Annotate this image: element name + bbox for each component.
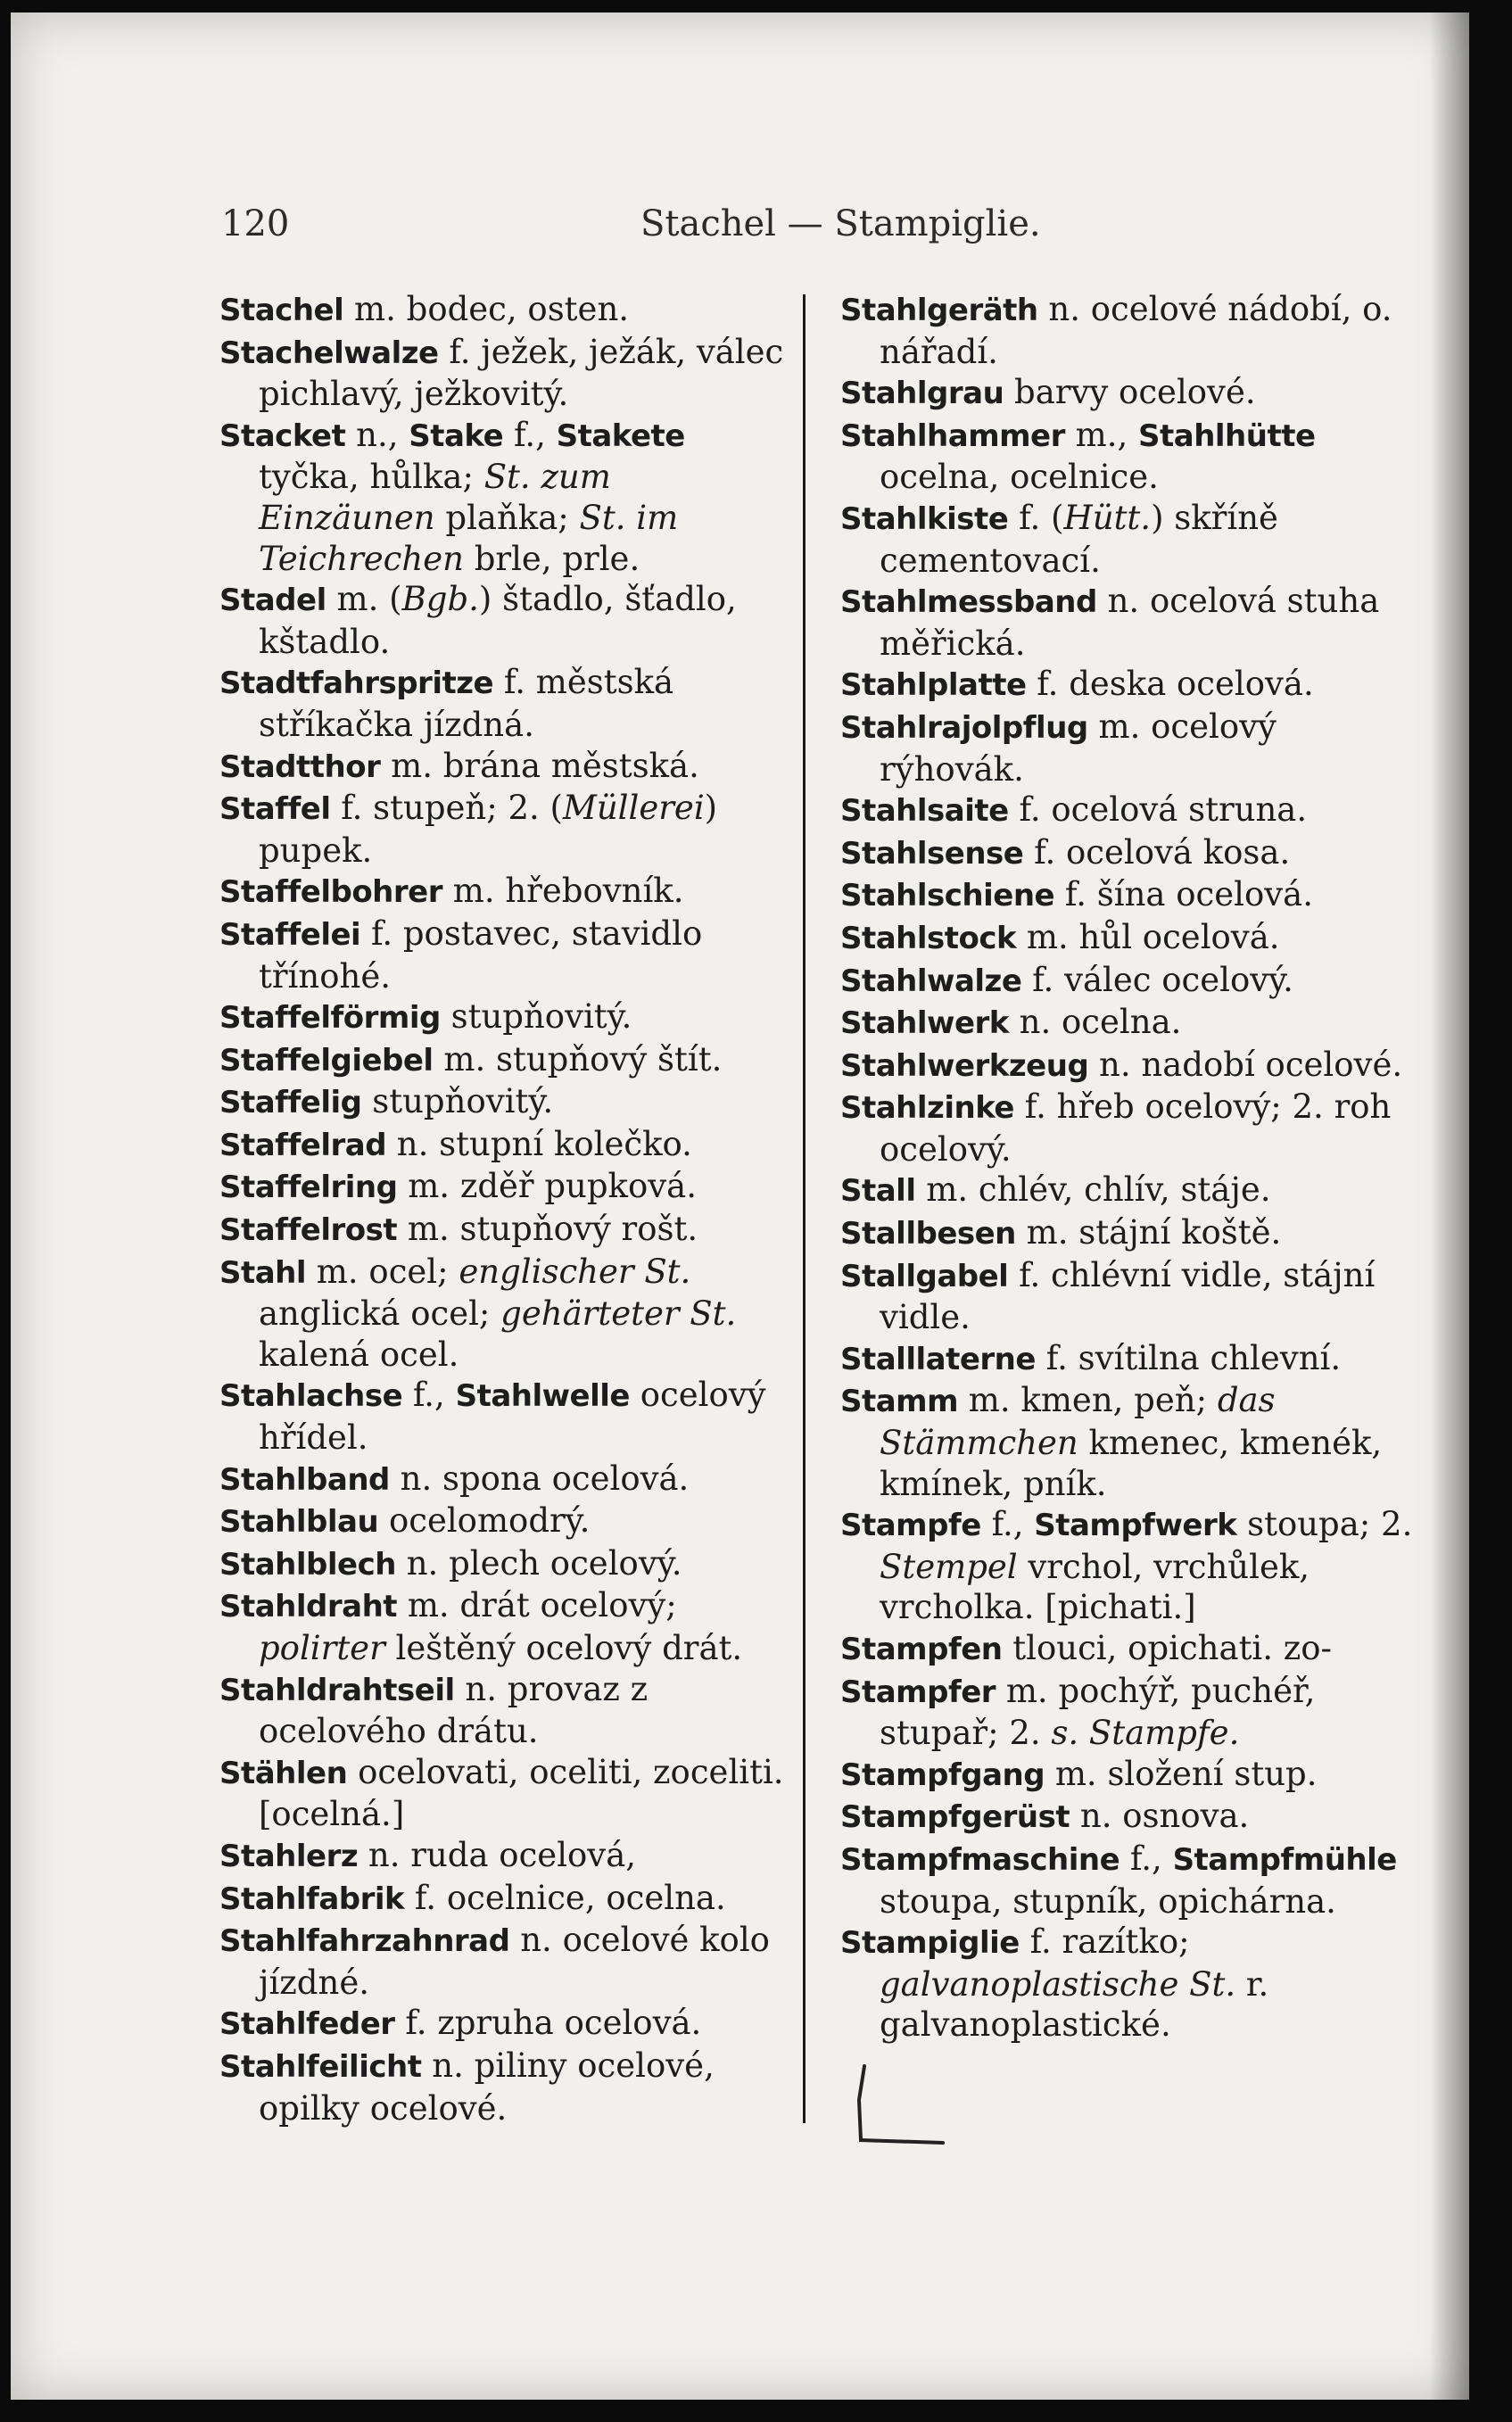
italic-term: das Stämmchen: [880, 1381, 1276, 1463]
headword: Stahlwelle: [455, 1378, 630, 1415]
headword: Stahlwerk: [840, 1005, 1009, 1042]
definition: f.,: [402, 1376, 456, 1415]
headword: Staffelgiebel: [219, 1042, 434, 1079]
dictionary-entry: [840, 1922, 1429, 2046]
headword: Stampfe: [840, 1508, 981, 1544]
dictionary-entry: [840, 789, 1429, 832]
definition: f. deska ocelová.: [1026, 665, 1314, 704]
dictionary-entry: [840, 960, 1429, 1003]
headword: Stachel: [219, 293, 344, 328]
definition: f.,: [1120, 1839, 1173, 1878]
definition: kalená ocel.: [259, 1335, 459, 1374]
definition: plaňka;: [434, 498, 580, 537]
definition: m. pochýř, puchéř, stupař; 2.: [880, 1671, 1316, 1753]
dictionary-entry: [219, 332, 790, 415]
definition: m. (: [326, 580, 402, 619]
definition: ) štadlo, šťadlo, kštadlo.: [259, 580, 737, 661]
dictionary-entry: [219, 1920, 790, 2003]
column-divider: [803, 294, 806, 2123]
dictionary-entry: [840, 664, 1429, 707]
headword: Staffelbohrer: [219, 874, 442, 911]
definition: stupňovitý.: [361, 1082, 554, 1121]
definition: n. spona ocelová.: [389, 1459, 690, 1498]
headword: Stampfmaschine: [840, 1841, 1120, 1878]
definition: f. razítko;: [1019, 1922, 1190, 1962]
dictionary-entry: [840, 1002, 1429, 1045]
dictionary-entry: [219, 1878, 790, 1921]
headword: Stahlblech: [219, 1546, 396, 1583]
dictionary-entry: [219, 996, 790, 1039]
italic-term: Stempel: [880, 1547, 1018, 1586]
headword: Stahlwalze: [840, 963, 1022, 999]
headword: Stalllaterne: [840, 1341, 1036, 1377]
headword: Stakete: [556, 417, 685, 454]
dictionary-entry: [840, 1796, 1429, 1839]
dictionary-entry: [840, 1839, 1429, 1922]
headword: Stahlstock: [840, 920, 1017, 956]
dictionary-entry: [219, 1669, 790, 1752]
definition: m. stájní koště.: [1015, 1213, 1282, 1252]
definition: m. brána městská.: [380, 746, 699, 785]
definition: ocelový hřídel.: [259, 1376, 766, 1458]
headword: Stake: [409, 417, 504, 454]
definition: ocelovati, oceliti, zoceliti. [ocelná.]: [259, 1752, 784, 1834]
italic-term: St. zum Einzäunen: [259, 458, 611, 537]
headword: Stacket: [219, 417, 346, 454]
dictionary-entry: [840, 832, 1429, 875]
definition: f. stupeň; 2. (: [330, 789, 563, 828]
dictionary-entry: [219, 1039, 790, 1082]
headword: Stahlerz: [219, 1838, 359, 1874]
definition: n. piliny ocelové, opilky ocelové.: [259, 2046, 715, 2128]
headword: Stahlsense: [840, 835, 1024, 872]
dictionary-entry: [840, 1338, 1429, 1381]
definition: n. ocelové nádobí, o. nářadí.: [880, 290, 1392, 371]
headword: Stahlfabrik: [219, 1881, 405, 1917]
dictionary-entry: [840, 1045, 1429, 1087]
headword: Staffelrad: [219, 1127, 387, 1163]
headword: Stampiglie: [840, 1925, 1020, 1962]
headword: Stahlblau: [219, 1504, 379, 1541]
headword: Stallbesen: [840, 1216, 1016, 1252]
dictionary-entry: [219, 1835, 790, 1878]
definition: m. hůl ocelová.: [1016, 917, 1280, 956]
definition: r. galvanoplastické.: [880, 1964, 1269, 2045]
definition: f. chlévní vidle, stájní vidle.: [880, 1255, 1376, 1337]
page-number: 120: [221, 203, 290, 244]
dictionary-entry: [219, 1081, 790, 1124]
definition: f. postavec, stavidlo třínohé.: [259, 913, 703, 996]
headword: Stampfer: [840, 1674, 996, 1710]
dictionary-entry: [219, 1166, 790, 1209]
headword: Stahlplatte: [840, 667, 1027, 704]
headword: Stahl: [219, 1254, 307, 1291]
definition: barvy ocelové.: [1004, 373, 1256, 412]
headword: Stahlfahrzahnrad: [219, 1923, 510, 1960]
definition: f. válec ocelový.: [1021, 960, 1293, 999]
definition: f. ocelová struna.: [1008, 790, 1308, 830]
headword: Staffel: [219, 791, 331, 828]
italic-term: gehärteter St.: [500, 1294, 737, 1334]
headword: Staffelrost: [219, 1212, 398, 1249]
definition: m.,: [1064, 415, 1139, 454]
headword: Stampfgerüst: [840, 1799, 1070, 1836]
italic-term: s. Stampfe.: [1051, 1714, 1240, 1753]
definition: f. hřeb ocelový; 2. roh ocelový.: [880, 1087, 1392, 1169]
dictionary-entry: [840, 498, 1429, 581]
definition: f. zpruha ocelová.: [394, 2004, 702, 2043]
left-column: [219, 289, 790, 2129]
definition: f.,: [980, 1505, 1035, 1544]
dictionary-entry: [219, 662, 790, 745]
headword: Staffelei: [219, 916, 361, 953]
headword: Stampfwerk: [1034, 1508, 1237, 1544]
page-header: [11, 203, 1469, 257]
definition: m. chlév, chlív, stáje.: [915, 1170, 1271, 1210]
definition: anglická ocel;: [259, 1294, 501, 1334]
dictionary-entry: [840, 1504, 1429, 1628]
headword: Stadtthor: [219, 748, 381, 785]
dictionary-entry: [219, 1209, 790, 1252]
headword: Stählen: [219, 1755, 348, 1791]
dictionary-entry: [219, 1124, 790, 1167]
headword: Stahlschiene: [840, 878, 1055, 914]
dictionary-entry: [840, 707, 1429, 789]
definition: stoupa; 2.: [1236, 1505, 1413, 1544]
dictionary-entry: [219, 2046, 790, 2129]
dictionary-entry: [219, 1752, 790, 1835]
definition: m. kmen, peň;: [958, 1381, 1218, 1420]
dictionary-entry: [840, 1170, 1429, 1212]
headword: Staffelring: [219, 1170, 398, 1206]
dictionary-entry: [219, 1459, 790, 1501]
headword: Stahlmessband: [840, 584, 1097, 621]
definition: m. bodec, osten.: [343, 290, 630, 328]
definition: f. ocelnice, ocelna.: [404, 1878, 726, 1917]
headword: Staffelförmig: [219, 1000, 441, 1037]
dictionary-entry: [219, 1252, 790, 1376]
dictionary-entry: [219, 579, 790, 662]
headword: Staffelig: [219, 1085, 362, 1121]
dictionary-entry: [219, 1375, 790, 1458]
italic-term: galvanoplastische St.: [880, 1964, 1236, 2004]
headword: Stahlband: [219, 1461, 390, 1498]
headword: Stadtfahrspritze: [219, 665, 494, 702]
definition: f. svítilna chlevní.: [1035, 1338, 1342, 1377]
dictionary-entry: [840, 1380, 1429, 1504]
definition: n. osnova.: [1070, 1797, 1250, 1836]
definition: n. ocelová stuha měřická.: [880, 582, 1380, 663]
definition: m. hřebovník.: [442, 872, 684, 911]
headword: Stahldrahtseil: [219, 1672, 455, 1708]
dictionary-entry: [219, 1500, 790, 1543]
dictionary-entry: [219, 289, 790, 332]
dictionary-entry: [840, 1671, 1429, 1754]
definition: ) pupek.: [259, 789, 718, 870]
dictionary-entry: [840, 1255, 1429, 1338]
dictionary-entry: [219, 746, 790, 789]
right-column: [840, 289, 1429, 2046]
definition: m. drát ocelový;: [397, 1586, 677, 1625]
definition: m. stupňový štít.: [433, 1039, 723, 1079]
headword: Stahlgrau: [840, 376, 1004, 412]
definition: leštěný ocelový drát.: [384, 1629, 743, 1667]
definition: m. ocelový rýhovák.: [880, 707, 1277, 789]
headword: Stallgabel: [840, 1258, 1009, 1294]
dictionary-entry: [219, 913, 790, 996]
dictionary-entry: [219, 788, 790, 871]
italic-term: Müllerei: [562, 789, 705, 828]
dictionary-entry: [219, 1543, 790, 1586]
headword: Stahlhütte: [1138, 417, 1316, 454]
dictionary-entry: [840, 1087, 1429, 1170]
headword: Stahldraht: [219, 1589, 398, 1625]
definition: n. nadobí ocelové.: [1088, 1045, 1403, 1084]
dictionary-entry: [840, 1754, 1429, 1797]
definition: stoupa, stupník, opichárna.: [880, 1881, 1336, 1921]
definition: f. (: [1008, 498, 1064, 537]
dictionary-entry: [840, 581, 1429, 664]
ink-bracket-mark: [854, 2064, 952, 2162]
headword: Stahlkiste: [840, 500, 1009, 537]
definition: n. stupní kolečko.: [386, 1124, 692, 1163]
headword: Stahlfeilicht: [219, 2048, 422, 2085]
definition: m. zděř pupková.: [397, 1167, 697, 1206]
definition: f. městská stříkačka jízdná.: [259, 663, 674, 744]
definition: f.,: [503, 415, 557, 454]
dictionary-entry: [840, 415, 1429, 498]
headword: Stahlzinke: [840, 1090, 1014, 1127]
dictionary-entry: [840, 1212, 1429, 1255]
definition: n. plech ocelový.: [395, 1543, 682, 1583]
italic-term: Bgb.: [401, 580, 479, 619]
dictionary-entry: [219, 415, 790, 579]
definition: n.,: [345, 415, 409, 454]
headword: Stadel: [219, 583, 326, 619]
headword: Stahlsaite: [840, 793, 1009, 830]
headword: Stahlachse: [219, 1378, 403, 1415]
dictionary-entry: [219, 2003, 790, 2046]
headword: Stahlgeräth: [840, 293, 1038, 328]
definition: f. šína ocelová.: [1054, 875, 1313, 914]
definition: n. ruda ocelová,: [358, 1835, 637, 1874]
dictionary-entry: [840, 874, 1429, 917]
dictionary-entry: [219, 871, 790, 913]
definition: m. složení stup.: [1045, 1754, 1318, 1793]
definition: ocelomodrý.: [378, 1501, 591, 1541]
italic-term: St. im Teichrechen: [259, 498, 679, 578]
headword: Stampfgang: [840, 1757, 1045, 1793]
definition: ocelna, ocelnice.: [880, 458, 1159, 497]
headword: Stamm: [840, 1384, 959, 1420]
definition: kmenec, kmenék, kmínek, pník.: [880, 1424, 1383, 1503]
definition: brle, prle.: [463, 539, 640, 578]
dictionary-entry: [219, 1585, 790, 1668]
definition: f. ocelová kosa.: [1023, 832, 1291, 872]
dictionary-entry: [840, 289, 1429, 372]
definition: m. ocel;: [306, 1252, 459, 1291]
headword: Stahlwerkzeug: [840, 1047, 1089, 1084]
headword: Stampfen: [840, 1632, 1003, 1667]
headword: Stampfmühle: [1172, 1841, 1397, 1878]
definition: tlouci, opichati. zo-: [1002, 1629, 1333, 1667]
dictionary-entry: [840, 372, 1429, 415]
definition: stupňovitý.: [440, 997, 632, 1037]
headword: Stachelwalze: [219, 335, 439, 371]
dictionary-entry: [840, 1628, 1429, 1671]
definition: f. ježek, ježák, válec pichlavý, ježkovitý.: [259, 332, 784, 414]
headword: Stall: [840, 1173, 916, 1210]
definition: m. stupňový rošt.: [397, 1210, 698, 1249]
definition: ) skříně cementovací.: [880, 498, 1278, 580]
running-head: Stachel — Stampiglie.: [640, 203, 1041, 244]
italic-term: Hütt.: [1063, 498, 1152, 537]
definition: tyčka, hůlka;: [259, 458, 484, 497]
italic-term: polirter: [259, 1629, 385, 1667]
headword: Stahlfeder: [219, 2006, 395, 2043]
dictionary-page: [11, 12, 1469, 2400]
italic-term: englischer St.: [459, 1252, 691, 1291]
definition: n. provaz z ocelového drátu.: [259, 1669, 649, 1751]
dictionary-entry: [840, 917, 1429, 960]
headword: Stahlhammer: [840, 417, 1065, 454]
headword: Stahlrajolpflug: [840, 709, 1088, 746]
definition: vrchol, vrchůlek, vrcholka. [pichati.]: [880, 1547, 1310, 1627]
definition: n. ocelové kolo jízdné.: [259, 1921, 770, 2002]
definition: n. ocelna.: [1008, 1003, 1182, 1042]
